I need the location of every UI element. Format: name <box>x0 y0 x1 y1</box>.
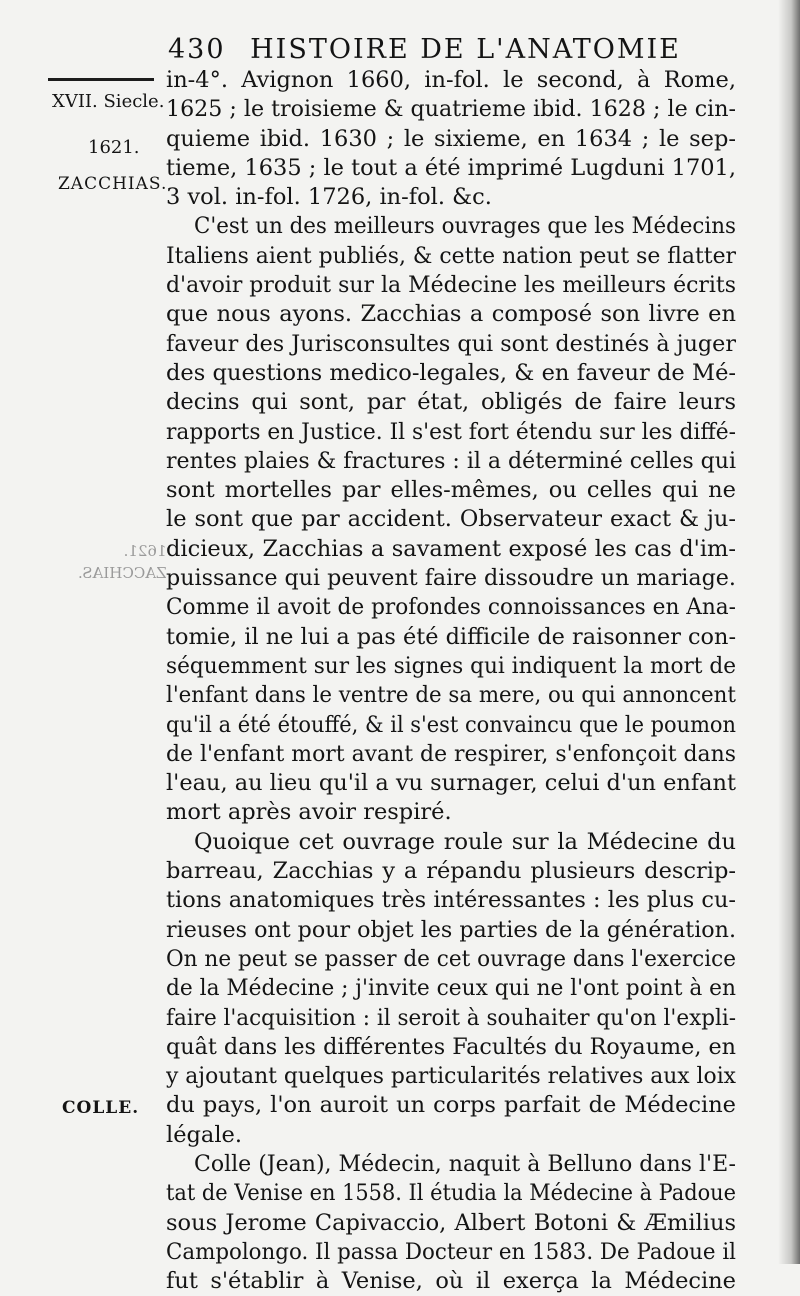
text-line-content: quieme ibid. 1630 ; le sixieme, en 1634 ; le sep- <box>166 125 736 152</box>
text-line-content: faveur des Jurisconsultes qui sont destinés à juger <box>166 330 736 357</box>
text-line <box>166 945 736 974</box>
text-line <box>166 505 736 534</box>
text-line <box>166 125 736 154</box>
text-line-content: 1625 ; le troisieme & quatrieme ibid. 1628 ; le cin- <box>166 96 736 123</box>
text-line <box>166 271 736 300</box>
header-rule <box>48 78 154 81</box>
text-line-content: que nous ayons. Zacchias a composé son livre en <box>166 301 736 328</box>
text-line <box>166 711 736 740</box>
page-gutter-shadow <box>778 0 800 1264</box>
text-line <box>166 1267 736 1296</box>
text-line <box>166 476 736 505</box>
text-line <box>166 388 736 417</box>
text-line-content: dicieux, Zacchias a savament exposé les cas d'im- <box>166 535 736 562</box>
text-line-content: Quoique cet ouvrage roule sur la Médecine du <box>194 828 736 855</box>
text-line <box>166 857 736 886</box>
text-line-content: l'eau, au lieu qu'il a vu surnager, celui d'un enfant <box>166 770 736 797</box>
text-line-content: in-4°. Avignon 1660, in-fol. le second, à Rome, <box>166 67 736 93</box>
text-line <box>166 886 736 915</box>
text-line-content: sont mortelles par elles-mêmes, ou celles qui ne <box>166 477 736 504</box>
text-line-content: qu'il a été étouffé, & il s'est convaincu que le poumon <box>166 711 736 738</box>
text-line <box>166 1062 736 1091</box>
text-line-content: rentes plaies & fractures : il a déterminé celles qui <box>166 447 736 474</box>
margin-note-year: 1621. <box>88 137 140 158</box>
text-line <box>166 652 736 681</box>
text-line-content: tions anatomiques très intéressantes : les plus cu- <box>166 887 736 914</box>
show-through-line: 1621. <box>123 542 167 560</box>
margin-note-colle: COLLE. <box>62 1098 140 1118</box>
text-line: légale. <box>166 1121 242 1148</box>
text-line <box>166 418 736 447</box>
text-line-content: tomie, il ne lui a pas été difficile de raisonner con- <box>166 623 736 650</box>
text-line-content: d'avoir produit sur la Médecine les meilleurs écrits <box>166 272 736 299</box>
text-line <box>166 330 736 359</box>
text-line-content: On ne peut se passer de cet ouvrage dans l'exercice <box>166 945 736 972</box>
text-line-content: barreau, Zacchias y a répandu plusieurs descrip- <box>166 858 736 885</box>
text-line-content: sous Jerome Capivaccio, Albert Botoni & Æmilius <box>166 1209 736 1236</box>
text-line: mort après avoir respiré. <box>166 799 452 826</box>
show-through-line: ZACCHIAS. <box>78 564 167 582</box>
text-line <box>166 564 736 593</box>
text-line-content: du pays, l'on auroit un corps parfait de Médecine <box>166 1092 736 1119</box>
body-text <box>166 66 736 1296</box>
text-line-content: C'est un des meilleurs ouvrages que les Médecins <box>194 213 736 240</box>
text-line <box>166 916 736 945</box>
text-line-content: Colle (Jean), Médecin, naquit à Belluno dans l'E- <box>194 1150 736 1177</box>
text-line <box>166 1033 736 1062</box>
text-line <box>166 154 736 183</box>
margin-note-zacchias: ZACCHIAS. <box>58 174 168 194</box>
text-line-content: de la Médecine ; j'invite ceux qui ne l'ont point à en <box>166 975 736 1002</box>
text-line-content: Campolongo. Il passa Docteur en 1583. De Padoue il <box>166 1238 736 1265</box>
text-line <box>166 95 736 124</box>
text-line-content: rapports en Justice. Il s'est fort étendu sur les diffé- <box>166 418 736 445</box>
text-line-content: fut s'établir à Venise, où il exerça la Médecine <box>166 1268 736 1295</box>
text-line <box>166 66 736 95</box>
text-line <box>166 623 736 652</box>
text-line-content: decins qui sont, par état, obligés de faire leurs <box>166 389 736 416</box>
page-header <box>168 34 688 70</box>
text-line <box>166 1238 736 1267</box>
text-line <box>166 769 736 798</box>
text-line <box>166 242 736 271</box>
text-line: 3 vol. in-fol. 1726, in-fol. &c. <box>166 184 492 211</box>
show-through-text <box>78 540 167 584</box>
margin-note-century: XVII. Siecle. <box>52 91 165 112</box>
text-line-content: y ajoutant quelques particularités relatives aux loix <box>166 1063 736 1090</box>
page-number: 430 <box>168 34 226 65</box>
text-line <box>166 828 736 857</box>
text-line <box>166 1091 736 1120</box>
text-line-content: Comme il avoit de profondes connoissances en Ana- <box>166 594 736 621</box>
text-line <box>166 1209 736 1238</box>
text-line <box>166 359 736 388</box>
text-line-content: tat de Venise en 1558. Il étudia la Médecine à Padoue <box>166 1180 736 1207</box>
text-line-content: faire l'acquisition : il seroit à souhaiter qu'on l'expli- <box>166 1004 736 1031</box>
text-line <box>166 740 736 769</box>
text-line <box>166 300 736 329</box>
text-line-content: rieuses ont pour objet les parties de la génération. <box>166 916 736 943</box>
text-line-content: Italiens aient publiés, & cette nation peut se flatter <box>166 242 736 269</box>
running-title: HISTOIRE DE L'ANATOMIE <box>250 34 681 65</box>
text-line-content: l'enfant dans le ventre de sa mere, ou qui annoncent <box>166 682 736 709</box>
text-line <box>166 1150 736 1179</box>
text-line-content: séquemment sur les signes qui indiquent la mort de <box>166 652 736 679</box>
text-line <box>166 212 736 241</box>
text-line-content: des questions medico-legales, & en faveur de Mé- <box>166 359 736 386</box>
text-line <box>166 593 736 622</box>
text-line-content: de l'enfant mort avant de respirer, s'enfonçoit dans <box>166 740 736 767</box>
text-line <box>166 974 736 1003</box>
text-line-content: le sont que par accident. Observateur exact & ju- <box>166 506 736 533</box>
text-line <box>166 447 736 476</box>
text-line-content: quât dans les différentes Facultés du Royaume, en <box>166 1033 736 1060</box>
text-line-content: tieme, 1635 ; le tout a été imprimé Lugduni 1701, <box>166 154 736 181</box>
text-line-content: puissance qui peuvent faire dissoudre un mariage. <box>166 565 736 592</box>
text-line <box>166 535 736 564</box>
text-line <box>166 1179 736 1208</box>
text-line <box>166 681 736 710</box>
text-line <box>166 1004 736 1033</box>
